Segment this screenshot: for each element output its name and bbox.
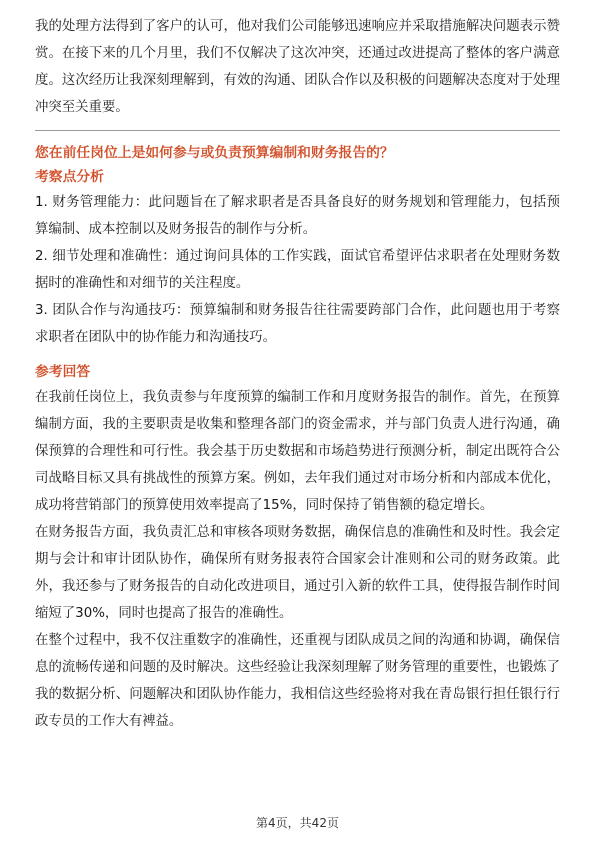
question-heading: 您在前任岗位上是如何参与或负责预算编制和财务报告的？ (35, 145, 394, 161)
section-divider (35, 130, 560, 131)
page-number: 第4页，共42页 (256, 816, 339, 830)
analysis-item: 1. 财务管理能力：此问题旨在了解求职者是否具备良好的财务规划和管理能力，包括预算编制、成本控制以及财务报告的制作与分析。 (35, 195, 560, 237)
analysis-title: 考察点分析 (35, 169, 104, 185)
analysis-item: 2. 细节处理和准确性：通过询问具体的工作实践，面试官希望评估求职者在处理财务数据时的准确性和对细节的关注程度。 (35, 249, 560, 291)
answer-paragraph: 在财务报告方面，我负责汇总和审核各项财务数据，确保信息的准确性和及时性。我会定期与会计和审计团队协作，确保所有财务报表符合国家会计准则和公司的财务政策。此外，我还参与了财务报告的自动化改进项目，通过引入新的软件工具，使得报告制作时间缩短了30%，同时也提高了报告的准确性。 (35, 525, 560, 621)
answer-paragraph: 在我前任岗位上，我负责参与年度预算的编制工作和月度财务报告的制作。首先，在预算编制方面，我的主要职责是收集和整理各部门的资金需求，并与部门负责人进行沟通，确保预算的合理性和可行性。我会基于历史数据和市场趋势进行预测分析，制定出既符合公司战略目标又具有挑战性的预算方案。例如，去年我们通过对市场分析和内部成本优化，成功将营销部门的预算使用效率提高了15%，同时保持了销售额的稳定增长。 (35, 390, 560, 513)
document-page (35, 13, 560, 735)
answer-paragraph: 在整个过程中，我不仅注重数字的准确性，还重视与团队成员之间的沟通和协调，确保信息的流畅传递和问题的及时解决。这些经验让我深刻理解了财务管理的重要性，也锻炼了我的数据分析、问题解决和团队协作能力，我相信这些经验将对我在青岛银行担任银行行政专员的工作大有裨益。 (35, 633, 560, 729)
answer-title: 参考回答 (35, 364, 91, 380)
intro-paragraph: 我的处理方法得到了客户的认可，他对我们公司能够迅速响应并采取措施解决问题表示赞赏。在接下来的几个月里，我们不仅解决了这次冲突，还通过改进提高了整体的客户满意度。这次经历让我深刻理解到，有效的沟通、团队合作以及积极的问题解决态度对于处理冲突至关重要。 (35, 19, 560, 115)
analysis-item: 3. 团队合作与沟通技巧：预算编制和财务报告往往需要跨部门合作，此问题也用于考察求职者在团队中的协作能力和沟通技巧。 (35, 303, 560, 345)
